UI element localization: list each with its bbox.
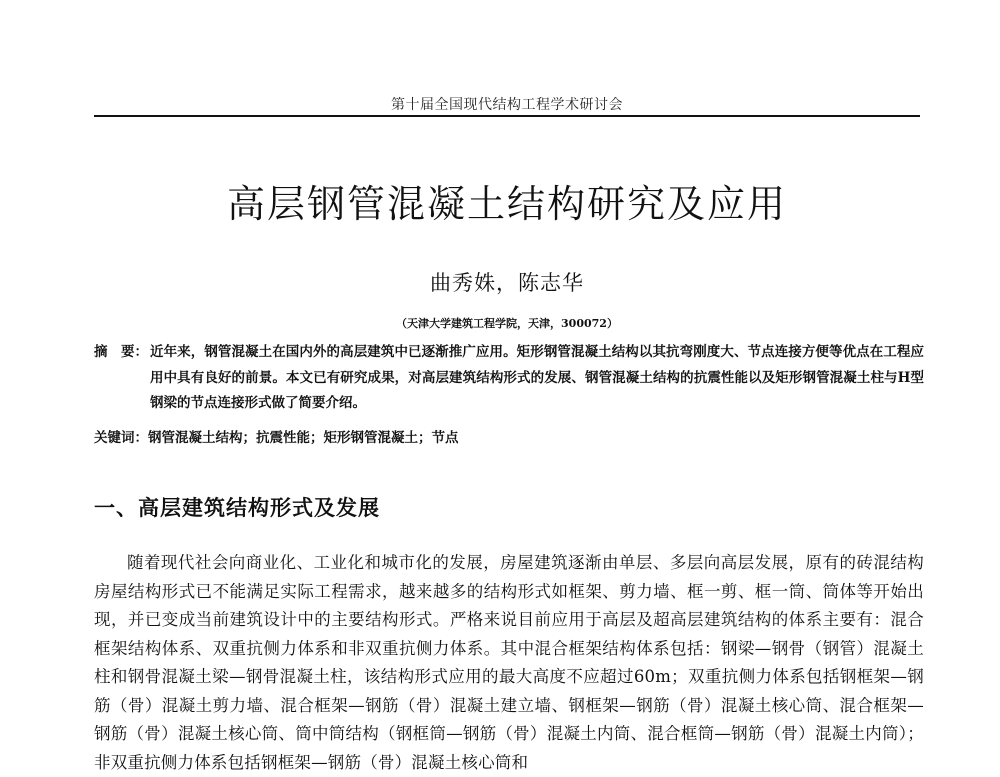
abstract-text: 近年来，钢管混凝土在国内外的高层建筑中已逐渐推广应用。矩形钢管混凝土结构以其抗弯刚度大、节点连接方便等优点在工程应用中具有良好的前景。本文已有研究成果，对高层建筑结构形式的发展、钢管混凝土结构的抗震性能以及矩形钢管混凝土柱与H型钢梁的节点连接形式做了简要介绍。 [150, 344, 924, 411]
header-rule [94, 115, 920, 117]
authors: 曲秀姝，陈志华 [430, 271, 584, 295]
keywords [94, 426, 924, 450]
abstract-label: 摘 要： [94, 344, 148, 360]
keywords-label: 关键词： [94, 430, 148, 446]
keywords-text: 钢管混凝土结构；抗震性能；矩形钢管混凝土；节点 [148, 430, 459, 446]
affiliation: （天津大学建筑工程学院，天津，300072） [396, 317, 618, 330]
abstract [94, 340, 924, 417]
body-paragraph: 随着现代社会向商业化、工业化和城市化的发展，房屋建筑逐渐由单层、多层向高层发展，原有的砖混结构房屋结构形式已不能满足实际工程需求，越来越多的结构形式如框架、剪力墙、框一剪、框一筒、筒体等开始出现，并已变成当前建筑设计中的主要结构形式。严格来说目前应用于高层及超高层建筑结构的体系主要有：混合框架结构体系、双重抗侧力体系和非双重抗侧力体系。其中混合框架结构体系包括：钢梁—钢骨（钢管）混凝土柱和钢骨混凝土梁—钢骨混凝土柱，该结构形式应用的最大高度不应超过60m；双重抗侧力体系包括钢框架—钢筋（骨）混凝土剪力墙、混合框架—钢筋（骨）混凝土建立墙、钢框架—钢筋（骨）混凝土核心筒、混合框架—钢筋（骨）混凝土核心筒、筒中筒结构（钢框筒—钢筋（骨）混凝土内筒、混合框筒—钢筋（骨）混凝土内筒）；非双重抗侧力体系包括钢框架—钢筋（骨）混凝土核心筒和 [94, 553, 924, 772]
section-heading: 一、高层建筑结构形式及发展 [94, 496, 380, 520]
paper-title: 高层钢管混凝土结构研究及应用 [226, 182, 787, 226]
running-header: 第十届全国现代结构工程学术研讨会 [391, 97, 623, 113]
